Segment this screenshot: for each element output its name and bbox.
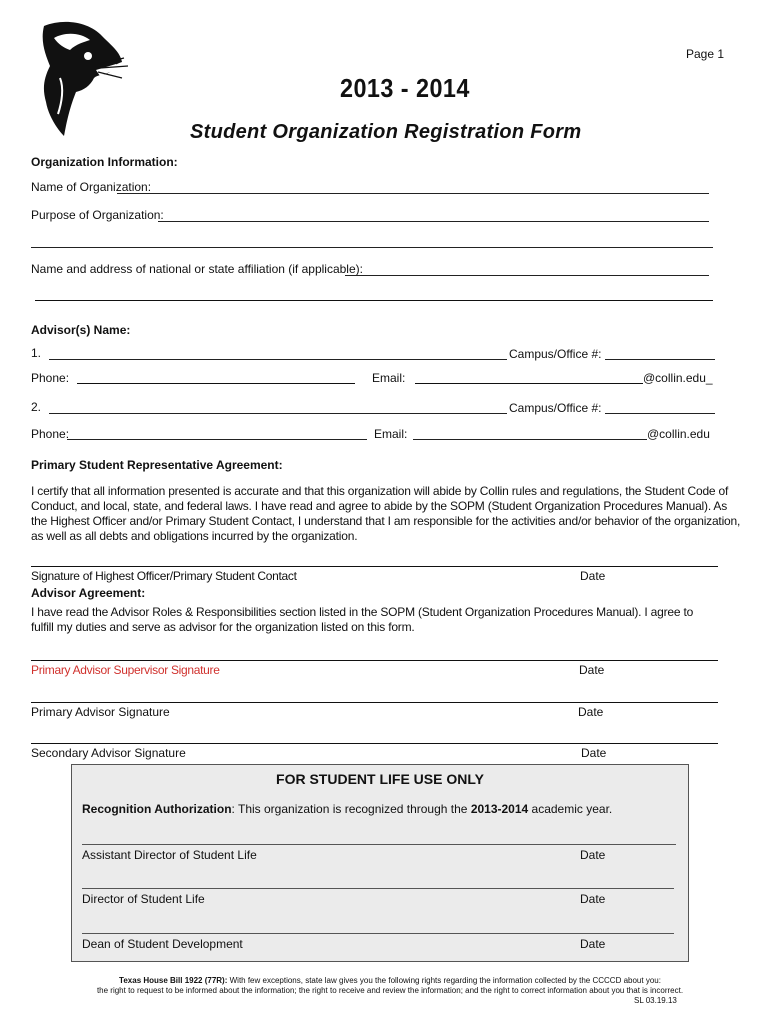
advisor2-email-label: Email: [374, 427, 408, 441]
advisor2-campus-field[interactable] [605, 413, 715, 414]
advisor1-email-domain: @collin.edu_ [643, 371, 713, 385]
advisor2-email-domain: @collin.edu [647, 427, 710, 441]
dean-signature-field[interactable] [82, 933, 674, 934]
student-agreement-heading: Primary Student Representative Agreement: [31, 458, 283, 472]
advisor2-phone-label: Phone: [31, 427, 70, 441]
primary-advisor-signature-field[interactable] [31, 702, 718, 703]
advisor1-email-field[interactable] [415, 383, 643, 384]
advisor2-phone-field[interactable] [67, 439, 367, 440]
secondary-advisor-date-label: Date [581, 746, 607, 760]
supervisor-date-label: Date [579, 663, 605, 677]
secondary-advisor-signature-field[interactable] [31, 743, 718, 744]
org-info-heading: Organization Information: [31, 155, 178, 169]
form-year: 2013 - 2014 [340, 73, 470, 103]
supervisor-signature-label: Primary Advisor Supervisor Signature [31, 663, 220, 677]
recognition-statement [82, 802, 612, 816]
cougar-mascot-icon [24, 18, 134, 138]
student-life-box [71, 764, 689, 962]
org-name-field[interactable] [117, 193, 709, 194]
house-bill-notice [20, 976, 760, 985]
advisors-heading: Advisor(s) Name: [31, 323, 131, 337]
highest-officer-signature-field[interactable] [31, 566, 718, 567]
affiliation-field-2[interactable] [35, 300, 713, 301]
dean-label: Dean of Student Development [82, 937, 243, 951]
org-purpose-field[interactable] [158, 221, 709, 222]
advisor2-email-field[interactable] [413, 439, 647, 440]
student-agreement-text: I certify that all information presented is accurate and that this organization will abide by Collin rules and regulations, the Student Code of Conduct, and local, state, and federal laws. I have read and agree to abide by the SOPM (Student Organization Procedures Manual). As the Highest Officer and/or Primary Student Contact, I understand that I am responsible for the activities and/or behavior of the organization, as well as all debts and obligations incurred by the organization. [31, 484, 741, 543]
student-life-title: FOR STUDENT LIFE USE ONLY [276, 771, 484, 787]
advisor1-campus-label: Campus/Office #: [509, 347, 602, 361]
director-label: Director of Student Life [82, 892, 205, 906]
recognition-year: 2013-2014 [470, 802, 529, 816]
rights-notice: the right to request to be informed about the information; the right to receive and review the information; and the right to correct information about you that is incorrect. [96, 986, 684, 995]
house-bill-text: With few exceptions, state law gives you the following rights regarding the information collected by the CCCCD about you: [227, 976, 661, 985]
advisor2-campus-label: Campus/Office #: [509, 401, 602, 415]
advisor2-number: 2. [31, 400, 42, 414]
advisor-agreement-heading: Advisor Agreement: [31, 586, 146, 600]
supervisor-signature-field[interactable] [31, 660, 718, 661]
asst-director-date-label: Date [580, 848, 606, 862]
advisor1-name-field[interactable] [49, 359, 507, 360]
affiliation-label: Name and address of national or state affiliation (if applicable): [31, 262, 363, 276]
affiliation-field[interactable] [345, 275, 709, 276]
advisor1-phone-field[interactable] [77, 383, 355, 384]
primary-advisor-signature-label: Primary Advisor Signature [31, 705, 170, 719]
director-signature-field[interactable] [82, 888, 674, 889]
primary-advisor-date-label: Date [578, 705, 604, 719]
advisor2-name-field[interactable] [49, 413, 507, 414]
recognition-text-2: academic year. [528, 802, 613, 816]
house-bill-bold: Texas House Bill 1922 (77R): [119, 976, 228, 985]
director-date-label: Date [580, 892, 606, 906]
highest-officer-date-label: Date [580, 569, 606, 583]
asst-director-label: Assistant Director of Student Life [82, 848, 257, 862]
secondary-advisor-signature-label: Secondary Advisor Signature [31, 746, 186, 760]
org-purpose-field-2[interactable] [31, 247, 713, 248]
page-number: Page 1 [686, 47, 725, 61]
advisor1-campus-field[interactable] [605, 359, 715, 360]
asst-director-signature-field[interactable] [82, 844, 676, 845]
recognition-bold: Recognition Authorization [82, 802, 232, 816]
advisor1-phone-label: Phone: [31, 371, 70, 385]
org-name-label: Name of Organization: [31, 180, 152, 194]
advisor1-email-label: Email: [372, 371, 406, 385]
advisor-agreement-text: I have read the Advisor Roles & Responsibilities section listed in the SOPM (Student Organization Procedures Manual). I agree to fulfill my duties and serve as advisor for the organization listed on this form. [31, 605, 694, 634]
recognition-text-1: : This organization is recognized through the [231, 802, 471, 816]
advisor1-number: 1. [31, 346, 42, 360]
org-purpose-label: Purpose of Organization: [31, 208, 164, 222]
form-title: Student Organization Registration Form [190, 121, 582, 143]
form-code: SL 03.19.13 [634, 996, 677, 1005]
dean-date-label: Date [580, 937, 606, 951]
highest-officer-signature-label: Signature of Highest Officer/Primary Student Contact [31, 569, 297, 583]
